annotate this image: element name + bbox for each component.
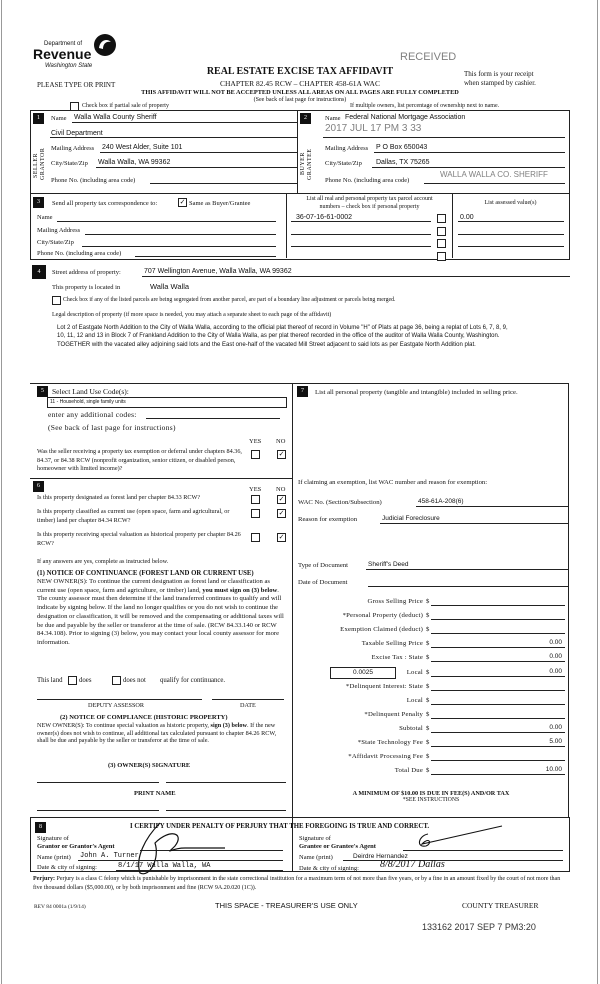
dollar-sign: $ bbox=[426, 710, 430, 718]
exemption-question: Was the seller receiving a property tax exemption or deferral under chapters 84.36, 84.37, or 84.38 RCW (nonprofit organization, senior citizen, or disabled person, homeowner with limited income)? bbox=[37, 448, 242, 472]
buyer-phone-field[interactable] bbox=[424, 183, 565, 184]
fee-value[interactable]: 0.00 bbox=[549, 653, 562, 661]
fee-label: *State Technology Fee bbox=[357, 739, 423, 746]
fee-line bbox=[431, 774, 565, 775]
seller-city[interactable]: Walla Walla, WA 99362 bbox=[98, 159, 171, 166]
current-use-yes-checkbox[interactable] bbox=[251, 509, 260, 518]
form-chapter: CHAPTER 82.45 RCW – CHAPTER 458-61A WAC bbox=[220, 79, 380, 88]
doc-type-label: Type of Document bbox=[298, 562, 349, 569]
forest-no-checkbox[interactable]: ✓ bbox=[278, 495, 285, 503]
send-correspondence-label: Send all property tax correspondence to: bbox=[52, 200, 158, 207]
grantor-name-label: Name (print) bbox=[37, 854, 71, 861]
grantor-signature-label-1: Signature of bbox=[37, 835, 69, 842]
dollar-sign: $ bbox=[426, 767, 430, 775]
grantee-side-label: GRANTEE bbox=[307, 148, 313, 180]
owner-signature-label: (3) OWNER(S) SIGNATURE bbox=[108, 762, 191, 769]
s3-phone-field[interactable] bbox=[135, 256, 276, 257]
deputy-assessor-label: DEPUTY ASSESSOR bbox=[88, 702, 144, 709]
personal-property-label: List all personal property (tangible and intangible) included in selling price. bbox=[315, 389, 518, 396]
notice-1-text bbox=[37, 578, 287, 648]
fee-label: *Delinquent Penalty bbox=[364, 710, 423, 718]
additional-codes-field[interactable] bbox=[146, 418, 280, 419]
fee-value[interactable]: 0.00 bbox=[549, 639, 562, 647]
parcel-header-1: List all real and personal property tax parcel account bbox=[306, 196, 433, 202]
section-1-number: 1 bbox=[33, 113, 44, 124]
buyer-address[interactable]: P O Box 650043 bbox=[376, 144, 428, 151]
section-7-number: 7 bbox=[297, 386, 308, 397]
doc-type-value[interactable]: Sheriff's Deed bbox=[368, 561, 409, 568]
parcel-number[interactable]: 36-07-16-61-0002 bbox=[296, 214, 353, 221]
wac-value[interactable]: 458-61A-208(6) bbox=[418, 498, 464, 505]
rev-number: REV 84 0001a (1/9/14) bbox=[34, 904, 86, 910]
parcel-line bbox=[291, 221, 431, 222]
buyer-side-label: BUYER bbox=[300, 152, 306, 175]
fee-value[interactable]: 10.00 bbox=[545, 766, 562, 774]
parcel-line bbox=[291, 259, 431, 260]
notice-1-post: . The county assessor must then determine if the land transferred continues to qualify and will indicate by signing below. If the land no longer qualifies or you do not wish to continue the designation or classification, it will be removed and the compensating or additional taxes will be due and payable by the seller or transferor at the time of sale. (RCW 84.33.140 or RCW 84.34.108). Prior to signing (3) below, you may contact your local county assessor for more information. bbox=[37, 586, 284, 646]
s3-address-label: Mailing Address bbox=[37, 227, 81, 234]
does-not-checkbox[interactable] bbox=[112, 676, 121, 685]
no-header-6: NO bbox=[276, 486, 286, 493]
s3-address-field[interactable] bbox=[85, 234, 276, 235]
reason-value[interactable]: Judicial Foreclosure bbox=[382, 515, 440, 522]
current-use-no-checkbox[interactable]: ✓ bbox=[278, 509, 285, 517]
parcel-line bbox=[291, 246, 431, 247]
receipt-note-2: when stamped by cashier. bbox=[464, 79, 536, 87]
notice-2-text bbox=[37, 722, 289, 745]
print-name-label: PRINT NAME bbox=[134, 790, 176, 797]
dollar-sign: $ bbox=[426, 654, 430, 662]
section-8-number: 8 bbox=[35, 822, 46, 833]
located-label: This property is located in bbox=[52, 284, 121, 291]
legal-description[interactable]: Lot 2 of Eastgate North Addition to the City of Walla Walla, according to the official plat thereof of record in Volume "H" of Plats at page 36, being a replat of Lots 6, 7, 8, 9, 10, 11, 12 and 13 in Block 7 of Frankland Addition to the City of Walla Walla, as per plat thereof recorded in the office of the auditor of Walla Walla County, Washington. TOGETHER with the vacated alley adjoining said lots and the East one-half of the vacated Mill Street adjacent to said lots as per Eastgate North Addition plat. bbox=[57, 325, 508, 348]
print-name-field[interactable] bbox=[37, 810, 159, 811]
dollar-sign: $ bbox=[426, 626, 430, 634]
land-use-select[interactable] bbox=[47, 397, 287, 408]
seller-address[interactable]: 240 West Alder, Suite 101 bbox=[102, 144, 183, 151]
street-label: Street address of property: bbox=[52, 269, 121, 276]
buyer-name[interactable]: Federal National Mortgage Association bbox=[345, 114, 466, 121]
dollar-sign: $ bbox=[426, 739, 430, 746]
treasurer-use-only: THIS SPACE - TREASURER'S USE ONLY bbox=[215, 901, 358, 910]
assessed-line bbox=[458, 246, 564, 247]
notice-2-post: . If the new owner(s) does not wish to continue, all additional tax calculated pursuant to chapter 84.26 RCW, shall be due and payable by the seller or transferor at the time of sale. bbox=[37, 722, 277, 745]
divider bbox=[30, 193, 569, 194]
fee-value[interactable]: 0.00 bbox=[549, 723, 562, 731]
fee-line bbox=[431, 704, 565, 705]
segregated-label: Check box if any of the listed parcels are being segregated from another parcel, are part of a boundary line adjustment or parcels being merged. bbox=[63, 297, 396, 303]
print-name-field-2[interactable] bbox=[166, 810, 286, 811]
historic-question: Is this property receiving special valuation as historical property per chapter 84.26 RCW? bbox=[37, 531, 241, 547]
dor-logo-mark-icon bbox=[91, 32, 117, 58]
dollar-sign: $ bbox=[426, 724, 430, 732]
grantee-signature-label-1: Signature of bbox=[299, 835, 331, 842]
yes-header-5: YES bbox=[249, 438, 262, 445]
exemption-yes-checkbox[interactable] bbox=[251, 450, 260, 459]
does-not-label: does not bbox=[123, 677, 146, 684]
section-2-number: 2 bbox=[300, 113, 311, 124]
grantor-date-label: Date & city of signing: bbox=[37, 864, 97, 871]
seller-name-label: Name bbox=[51, 115, 67, 122]
fee-label: Local bbox=[406, 668, 423, 676]
logo-line1: Department of bbox=[44, 41, 83, 47]
notice-2-title: (2) NOTICE OF COMPLIANCE (HISTORIC PROPERTY) bbox=[60, 714, 228, 721]
historic-no-checkbox[interactable]: ✓ bbox=[278, 533, 285, 541]
current-use-question: Is this property classified as current use (open space, farm and agricultural, or timber) land per chapter 84.34 RCW? bbox=[37, 508, 230, 524]
assessed-line bbox=[458, 221, 564, 222]
divider bbox=[297, 110, 298, 193]
grantee-signature-label-2: Grantee or Grantee's Agent bbox=[299, 843, 376, 850]
buyer-address-label: Mailing Address bbox=[325, 145, 369, 152]
perjury-label: Perjury: bbox=[33, 876, 55, 882]
warning: THIS AFFIDAVIT WILL NOT BE ACCEPTED UNLESS ALL AREAS ON ALL PAGES ARE FULLY COMPLETED bbox=[141, 89, 459, 96]
does-checkbox[interactable] bbox=[68, 676, 77, 685]
local-rate: 0.0025 bbox=[353, 669, 373, 676]
fee-line bbox=[431, 732, 565, 733]
yes-header-6: YES bbox=[249, 486, 262, 493]
s3-name-field[interactable] bbox=[57, 221, 276, 222]
grantee-signature-icon bbox=[410, 822, 505, 852]
grantee-date-label: Date & city of signing: bbox=[299, 865, 359, 872]
fee-label: *Delinquent Interest: State bbox=[345, 682, 423, 690]
logo-line2: Revenue bbox=[33, 46, 92, 62]
forest-question: Is this property designated as forest land per chapter 84.33 RCW? bbox=[37, 494, 201, 501]
logo-line3: Washington State bbox=[45, 63, 93, 69]
dollar-sign: $ bbox=[426, 612, 430, 620]
s3-name-label: Name bbox=[37, 214, 53, 221]
minimum-notice: A MINIMUM OF $10.00 IS DUE IN FEE(S) AND/OR TAX bbox=[352, 790, 510, 797]
notice-1-title: (1) NOTICE OF CONTINUANCE (FOREST LAND OR CURRENT USE) bbox=[37, 570, 254, 577]
no-header-5: NO bbox=[276, 438, 286, 445]
dollar-sign: $ bbox=[426, 640, 430, 648]
fee-label: Exemption Claimed (deduct) bbox=[340, 626, 423, 634]
divider bbox=[30, 478, 292, 479]
fee-value[interactable]: 5.00 bbox=[549, 738, 562, 745]
section-6-number: 6 bbox=[33, 481, 44, 492]
scan-edge-left bbox=[1, 0, 2, 984]
buyer-name-label: Name bbox=[325, 115, 341, 122]
fee-line bbox=[431, 647, 565, 648]
seller-phone-field[interactable] bbox=[150, 183, 297, 184]
see-instructions: *SEE INSTRUCTIONS bbox=[402, 797, 460, 803]
please-type: PLEASE TYPE OR PRINT bbox=[37, 81, 116, 89]
certify-statement: I CERTIFY UNDER PENALTY OF PERJURY THAT THE FOREGOING IS TRUE AND CORRECT. bbox=[130, 823, 430, 830]
fee-label: Subtotal bbox=[399, 724, 423, 732]
fee-line bbox=[431, 605, 565, 606]
notice-1-bold: you must sign on (3) below bbox=[202, 586, 278, 594]
same-as-buyer-label: Same as Buyer/Grantee bbox=[189, 200, 251, 207]
grantor-name[interactable]: John A. Turner bbox=[80, 852, 139, 860]
local-rate-box[interactable] bbox=[330, 667, 396, 679]
fee-line bbox=[431, 633, 565, 634]
personal-property-checkbox[interactable] bbox=[437, 227, 446, 236]
section-5-number: 5 bbox=[37, 386, 48, 397]
fee-line bbox=[431, 760, 565, 761]
section-4-number: 4 bbox=[32, 265, 46, 279]
seller-city-label: City/State/Zip bbox=[51, 160, 88, 167]
s3-city-field[interactable] bbox=[82, 246, 276, 247]
exemption-no-checkbox[interactable]: ✓ bbox=[278, 450, 285, 458]
grantor-side-label: GRANTOR bbox=[40, 147, 46, 180]
see-back-5: (See back of last page for instructions) bbox=[48, 423, 176, 432]
fee-line bbox=[431, 690, 565, 691]
dollar-sign: $ bbox=[426, 598, 430, 605]
owner-signature-field[interactable] bbox=[37, 782, 159, 783]
additional-codes-label: enter any additional codes: bbox=[48, 410, 137, 419]
s3-city-label: City/State/Zip bbox=[37, 239, 74, 246]
deputy-assessor-field[interactable] bbox=[37, 699, 202, 700]
if-yes-note: If any answers are yes, complete as instructed below. bbox=[37, 558, 169, 565]
fee-label: Local bbox=[406, 696, 423, 704]
land-use-label: Select Land Use Code(s): bbox=[52, 387, 129, 396]
dollar-sign: $ bbox=[426, 753, 430, 761]
seller-name-line2[interactable]: Civil Department bbox=[51, 130, 103, 137]
historic-yes-checkbox[interactable] bbox=[251, 533, 260, 542]
received-date-stamp: 2017 JUL 17 PM 3 33 bbox=[325, 123, 422, 134]
grantee-name-label: Name (print) bbox=[299, 854, 333, 861]
buyer-city-label: City/State/Zip bbox=[325, 160, 362, 167]
notice-2-bold: sign (3) below bbox=[210, 722, 247, 729]
notice-2-pre: NEW OWNER(S): To continue special valuation as historic property, bbox=[37, 722, 209, 729]
seller-address-label: Mailing Address bbox=[51, 145, 95, 152]
assessor-date-field[interactable] bbox=[212, 699, 284, 700]
located-value[interactable]: Walla Walla bbox=[150, 282, 190, 291]
seller-side-label: SELLER bbox=[33, 153, 39, 178]
land-use-value: 11 - Household, single family units bbox=[50, 399, 126, 405]
county-sheriff-stamp: WALLA WALLA CO. SHERIFF bbox=[440, 170, 548, 179]
personal-property-checkbox[interactable] bbox=[437, 239, 446, 248]
fee-line bbox=[431, 661, 565, 662]
grantor-date-city[interactable]: 8/1/17 Walla Walla, WA bbox=[118, 862, 211, 870]
perjury-text: Perjury is a class C felony which is punishable by imprisonment in the state correctional institution for a maximum term of not more than five years, or by a fine in an amount fixed by the court of not more than five thousand dollars ($5,000.00), or by both imprisonment and fine (RCW 9A.20.020 (1C)). bbox=[33, 876, 561, 891]
fee-value[interactable]: 0.00 bbox=[549, 667, 562, 675]
fee-label: Total Due bbox=[394, 767, 423, 775]
fee-label: Gross Selling Price bbox=[367, 598, 423, 605]
fee-line bbox=[431, 619, 565, 620]
doc-date-field[interactable] bbox=[368, 586, 568, 587]
personal-property-checkbox[interactable] bbox=[437, 214, 446, 223]
assessed-value[interactable]: 0.00 bbox=[460, 214, 474, 221]
section-3-number: 3 bbox=[33, 197, 44, 208]
fee-line bbox=[431, 676, 565, 677]
fee-label: *Personal Property (deduct) bbox=[342, 612, 423, 620]
does-label: does bbox=[79, 677, 92, 684]
seller-phone-label: Phone No. (including area code) bbox=[51, 177, 136, 184]
multiple-owners-note: If multiple owners, list percentage of ownership next to name. bbox=[350, 103, 500, 109]
assessed-header: List assessed value(s) bbox=[484, 200, 537, 206]
parties-box bbox=[30, 110, 570, 260]
grantee-date-city[interactable]: 8/8/2017 Dallas bbox=[380, 859, 445, 870]
fee-label: Taxable Selling Price bbox=[361, 640, 423, 648]
owner-signature-field-2[interactable] bbox=[166, 782, 286, 783]
fee-label: Excise Tax : State bbox=[371, 654, 423, 662]
dollar-sign: $ bbox=[426, 668, 430, 676]
buyer-city[interactable]: Dallas, TX 75265 bbox=[376, 159, 430, 166]
qualify-label: qualify for continuance. bbox=[160, 677, 226, 684]
receipt-note-1: This form is your receipt bbox=[464, 70, 534, 78]
s3-phone-label: Phone No. (including area code) bbox=[37, 250, 122, 257]
parcel-line bbox=[291, 234, 431, 235]
treasurer-stamp: 133162 2017 SEP 7 PM3:20 bbox=[422, 922, 536, 932]
notice-1-pre: NEW OWNER(S): To continue the current designation as forest land or classification as current use (open space, farm and agriculture, or timber) land, bbox=[37, 578, 270, 594]
personal-property-checkbox[interactable] bbox=[437, 252, 446, 261]
dollar-sign: $ bbox=[426, 682, 430, 690]
reason-label: Reason for exemption bbox=[298, 516, 358, 523]
date-label: DATE bbox=[240, 702, 256, 709]
received-stamp: RECEIVED bbox=[400, 51, 457, 63]
this-land-label: This land bbox=[37, 677, 63, 684]
same-as-buyer-checkbox[interactable]: ✓ bbox=[179, 198, 186, 206]
county-treasurer: COUNTY TREASURER bbox=[462, 901, 539, 910]
fee-label: *Affidavit Processing Fee bbox=[348, 753, 423, 761]
grantee-name[interactable]: Deirdre Hernandez bbox=[353, 853, 408, 860]
buyer-phone-label: Phone No. (including area code) bbox=[325, 177, 410, 184]
wac-label: WAC No. (Section/Subsection) bbox=[298, 499, 382, 506]
fee-line bbox=[431, 718, 565, 719]
assessed-line bbox=[458, 234, 564, 235]
seller-name[interactable]: Walla Walla County Sheriff bbox=[74, 114, 157, 121]
doc-date-label: Date of Document bbox=[298, 579, 348, 586]
scan-edge-right bbox=[597, 0, 598, 984]
legal-description-label: Legal description of property (if more space is needed, you may attach a separate sheet to each page of the affidavit) bbox=[52, 312, 332, 318]
dollar-sign: $ bbox=[426, 696, 430, 704]
see-back: (See back of last page for instructions) bbox=[253, 97, 347, 103]
assessed-line bbox=[458, 259, 564, 260]
segregated-checkbox[interactable] bbox=[52, 296, 61, 305]
exemption-claim-label: If claiming an exemption, list WAC number and reason for exemption: bbox=[298, 479, 488, 486]
parcel-header-2: numbers – check box if personal property bbox=[319, 204, 420, 210]
fee-line bbox=[431, 746, 565, 747]
perjury-notice bbox=[33, 875, 568, 892]
grantor-signature-label-2: Grantor or Grantor's Agent bbox=[37, 843, 115, 850]
street-address[interactable]: 707 Wellington Avenue, Walla Walla, WA 99362 bbox=[144, 268, 292, 275]
forest-yes-checkbox[interactable] bbox=[251, 495, 260, 504]
partial-sale-label: Check box if partial sale of property bbox=[82, 103, 169, 109]
form-title: REAL ESTATE EXCISE TAX AFFIDAVIT bbox=[206, 66, 394, 77]
